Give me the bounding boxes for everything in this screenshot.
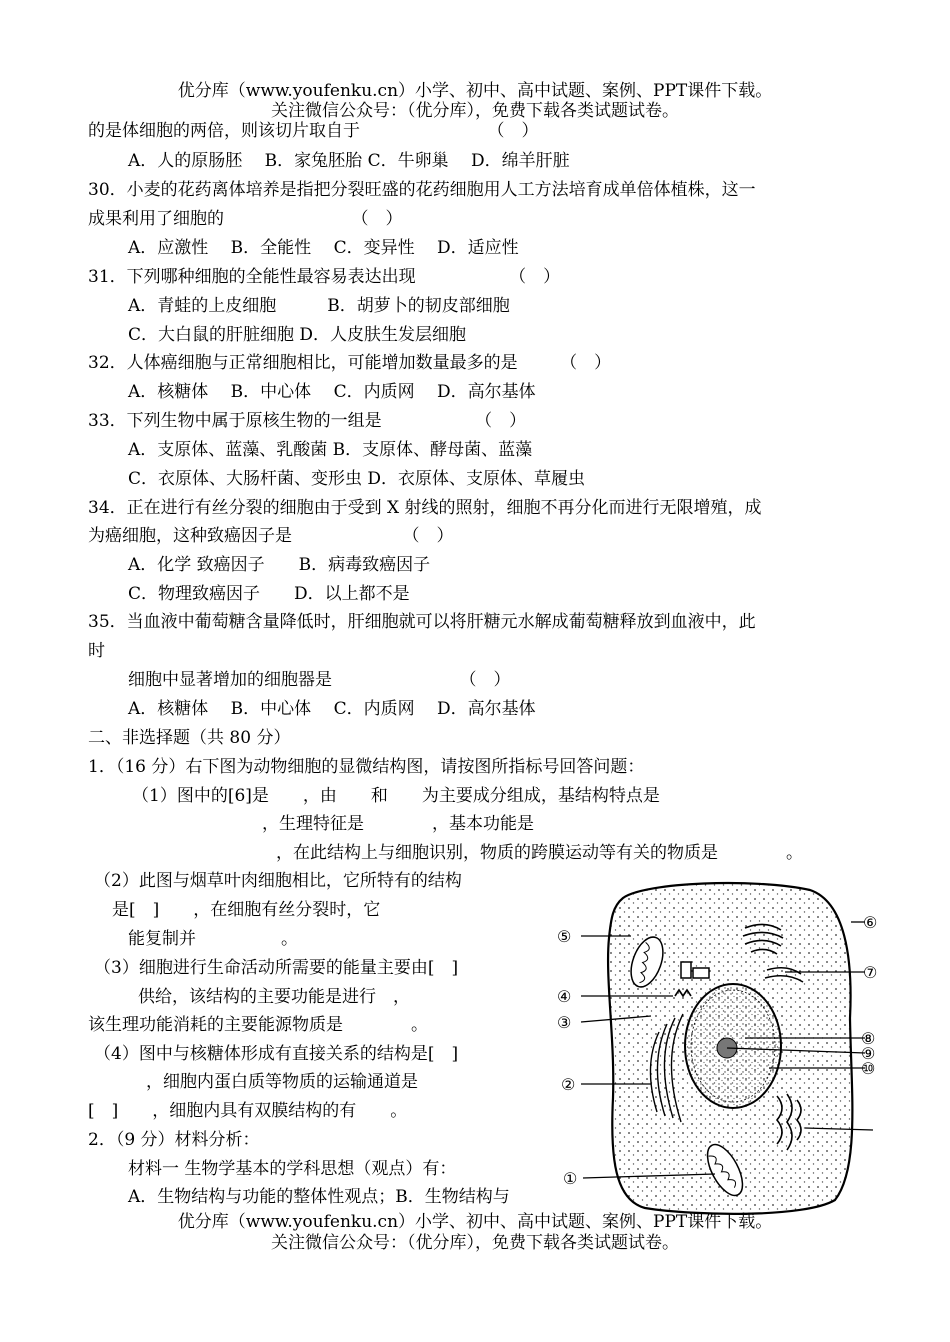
section-heading: 二、非选择题（共 80 分）	[88, 728, 291, 748]
label-7: ⑦	[863, 963, 878, 982]
question-30: 30．小麦的花药离体培养是指把分裂旺盛的花药细胞用人工方法培育成单倍体植株，这一	[88, 180, 756, 200]
text-line: ，细胞内蛋白质等物质的运输通道是	[146, 1072, 418, 1092]
text-line: 供给，该结构的主要功能是进行 ，	[138, 987, 410, 1007]
text-line: 时	[88, 641, 105, 661]
option-line: C．物理致癌因子 D．以上都不是	[128, 584, 410, 604]
animal-cell-diagram	[555, 878, 885, 1218]
option-line: A．核糖体 B．中心体 C．内质网 D．高尔基体	[128, 699, 536, 719]
option-line: A．人的原肠胚 B．家兔胚胎 C．牛卵巢 D．绵羊肝脏	[128, 151, 570, 171]
question-1: 1．（16 分）右下图为动物细胞的显微结构图，请按图所指标号回答问题：	[88, 757, 645, 777]
text-line: 为癌细胞，这种致癌因子是 （ ）	[88, 526, 454, 546]
option-line: C．衣原体、大肠杆菌、变形虫 D．衣原体、支原体、草履虫	[128, 469, 586, 489]
header-line-2: 关注微信公众号：（优分库），免费下载各类试题试卷。	[271, 101, 679, 121]
footer-line-2: 关注微信公众号：（优分库），免费下载各类试题试卷。	[271, 1233, 679, 1253]
text-line: （1）图中的[6]是 ，由 和 为主要成分组成，基结构特点是	[132, 786, 660, 806]
header-line-1: 优分库（www.youfenku.cn）小学、初中、高中试题、案例、PPT课件下载。	[177, 81, 773, 101]
text-line: （3）细胞进行生命活动所需要的能量主要由[ ]	[94, 958, 459, 978]
option-line: A．应激性 B．全能性 C．变异性 D．适应性	[128, 238, 519, 258]
text-line: （4）图中与核糖体形成有直接关系的结构是[ ]	[94, 1044, 459, 1064]
question-33: 33．下列生物中属于原核生物的一组是 （ ）	[88, 411, 527, 431]
question-35: 35．当血液中葡萄糖含量降低时，肝细胞就可以将肝糖元水解成葡萄糖释放到血液中，此	[88, 612, 756, 632]
text-line: [ ] ，细胞内具有双膜结构的有 。	[88, 1101, 408, 1121]
label-10: ⑩	[861, 1059, 876, 1078]
option-line: A．核糖体 B．中心体 C．内质网 D．高尔基体	[128, 382, 536, 402]
text-line: ，生理特征是 ，基本功能是	[262, 814, 534, 834]
text-line: （2）此图与烟草叶肉细胞相比，它所特有的结构	[94, 871, 462, 891]
label-1: ①	[563, 1169, 578, 1188]
label-5: ⑤	[557, 927, 572, 946]
text-line: 能复制并 。	[128, 929, 298, 949]
option-line: A．青蛙的上皮细胞 B．胡萝卜的韧皮部细胞	[128, 296, 510, 316]
text-line: 的是体细胞的两倍，则该切片取自于 （ ）	[88, 121, 539, 141]
question-2: 2．（9 分）材料分析：	[88, 1130, 260, 1150]
text-line: ，在此结构上与细胞识别，物质的跨膜运动等有关的物质是 。	[276, 843, 803, 863]
text-line: 成果利用了细胞的 （ ）	[88, 209, 403, 229]
text-line: 材料一 生物学基本的学科思想（观点）有：	[128, 1159, 457, 1179]
label-3: ③	[557, 1013, 572, 1032]
footer-line-1: 优分库（www.youfenku.cn）小学、初中、高中试题、案例、PPT课件下载。	[177, 1212, 773, 1232]
text-line: 是[ ] ，在细胞有丝分裂时，它	[112, 900, 381, 920]
option-line: C．大白鼠的肝脏细胞 D．人皮肤生发层细胞	[128, 325, 467, 345]
question-32: 32．人体癌细胞与正常细胞相比，可能增加数量最多的是 （ ）	[88, 353, 612, 373]
label-6: ⑥	[863, 913, 878, 932]
question-34: 34．正在进行有丝分裂的细胞由于受到 X 射线的照射，细胞不再分化而进行无限增殖，成	[88, 498, 762, 518]
option-line: A．支原体、蓝藻、乳酸菌 B．支原体、酵母菌、蓝藻	[128, 440, 533, 460]
text-line: A．生物结构与功能的整体性观点；B．生物结构与	[128, 1187, 510, 1207]
text-line: 该生理功能消耗的主要能源物质是 。	[88, 1015, 428, 1035]
option-line: A．化学 致癌因子 B．病毒致癌因子	[128, 555, 431, 575]
label-9: ⑨	[861, 1044, 876, 1063]
label-4: ④	[557, 987, 572, 1006]
question-31: 31．下列哪种细胞的全能性最容易表达出现 （ ）	[88, 267, 561, 287]
label-2: ②	[561, 1075, 576, 1094]
text-line: 细胞中显著增加的细胞器是 （ ）	[128, 670, 511, 690]
label-8: ⑧	[861, 1029, 876, 1048]
